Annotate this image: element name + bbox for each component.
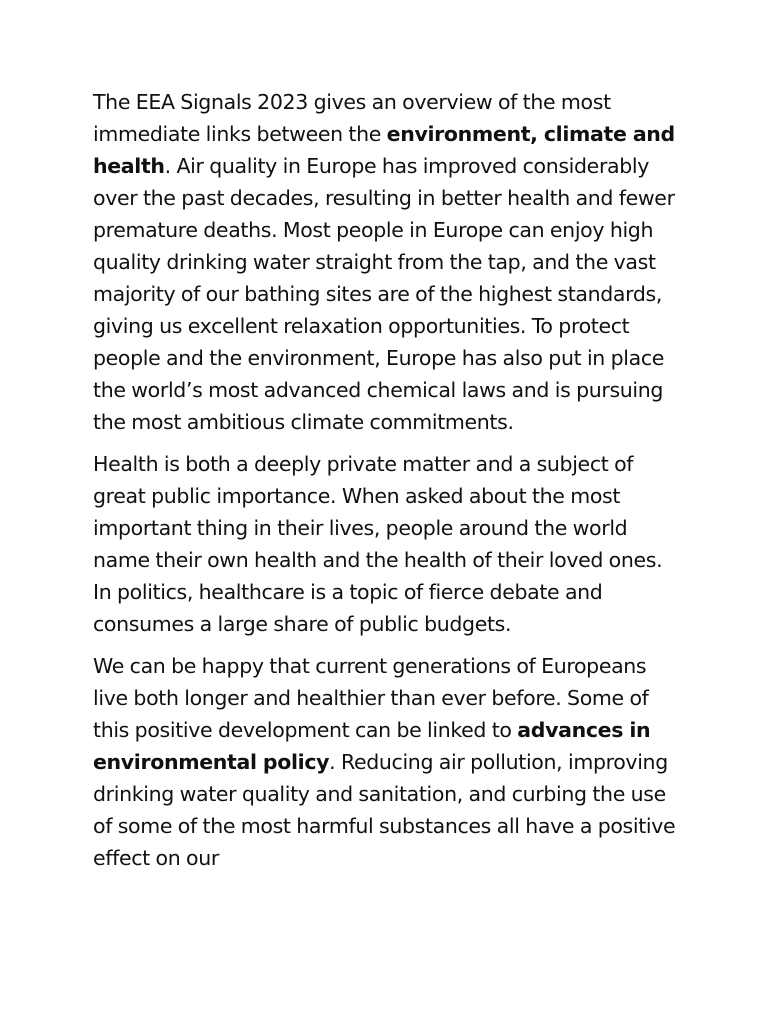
intro-bold-environment-climate-health: environment, climate and health [93,122,675,178]
paragraph-health [93,448,683,640]
intro-text-2: . Air quality in Europe has improved considerably over the past decades, resulting in better health and fewer premature deaths. Most people in Europe can enjoy high quality drinking water straight from the tap, and the vast majority of our bathing sites are of the highest standards, giving us excellent relaxation opportunities. To protect people and the environment, Europe has also put in place the world’s most advanced chemical laws and is pursuing the most ambitious climate commitments. [93,154,675,434]
generations-text-2: . Reducing air pollution, improving drinking water quality and sanitation, and curbing the use of some of the most harmful substances all have a positive effect on our [93,750,676,870]
paragraph-generations [93,650,683,874]
paragraph-intro [93,86,683,438]
generations-text-1: We can be happy that current generations of Europeans live both longer and healthier than ever before. Some of this positive development can be linked to [93,654,649,742]
generations-bold-environmental-policy: advances in environmental policy [93,718,651,774]
intro-text-1: The EEA Signals 2023 gives an overview of the most immediate links between the [93,90,611,146]
document-body [93,86,683,884]
health-text: Health is both a deeply private matter and a subject of great public importance. When asked about the most important thing in their lives, people around the world name their own health and the health of their loved ones. In politics, healthcare is a topic of fierce debate and consumes a large share of public budgets. [93,452,663,636]
